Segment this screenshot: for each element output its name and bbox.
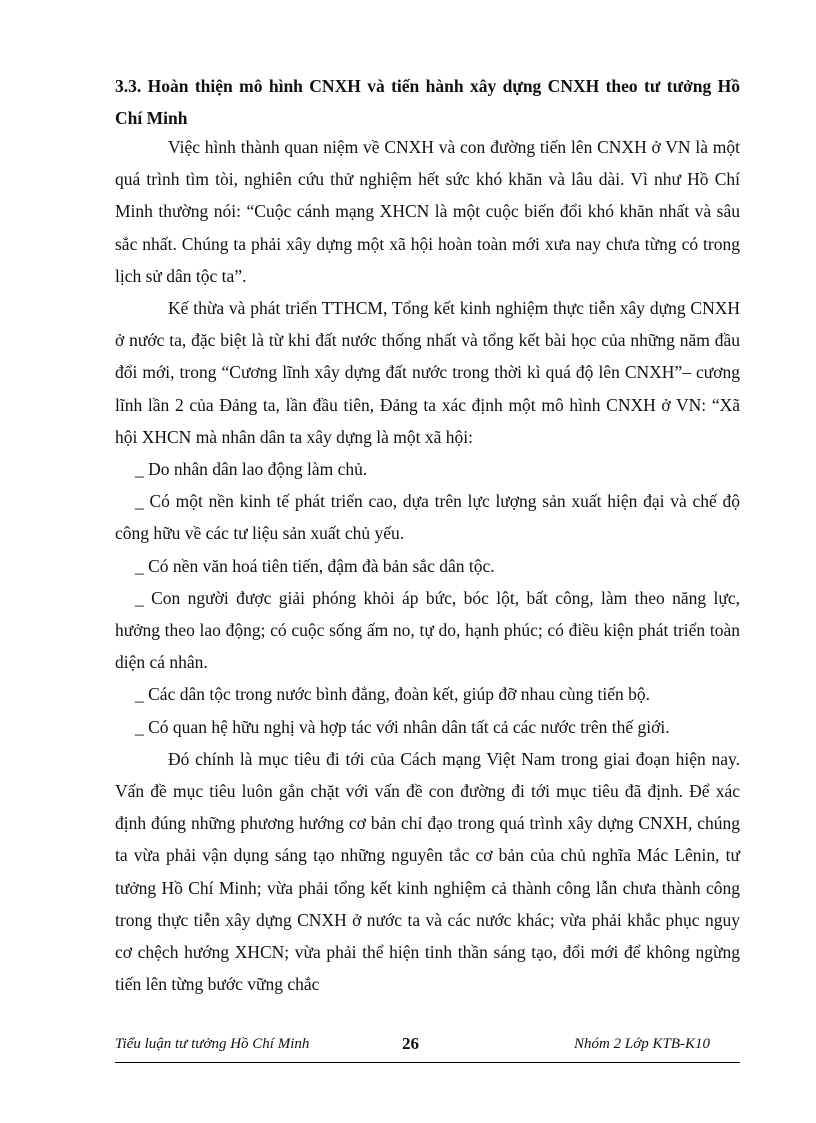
list-item: _ Có nền văn hoá tiên tiến, đậm đà bản sắc dân tộc. (135, 555, 495, 576)
footer-title: Tiểu luận tư tưởng Hồ Chí Minh (115, 1036, 310, 1052)
list-item: _ Có quan hệ hữu nghị và hợp tác với nhân dân tất cả các nước trên thế giới. (135, 716, 670, 737)
list-item: _ Do nhân dân lao động làm chủ. (135, 459, 368, 480)
page-number: 26 (402, 1034, 419, 1053)
list-item: _ Có một nền kinh tế phát triển cao, dựa trên lực lượng sản xuất hiện đại và chế độ công hữu về các tư liệu sản xuất chủ yếu. (115, 491, 740, 544)
section-heading: 3.3. Hoàn thiện mô hình CNXH và tiến hành xây dựng CNXH theo tư tưởng Hồ Chí Minh (115, 76, 740, 128)
list-item: _ Con người được giải phóng khỏi áp bức, bóc lột, bất công, làm theo năng lực, hưởng theo lao động; có cuộc sống ấm no, tự do, hạnh phúc; có điều kiện phát triển toàn diện cá nhân. (115, 587, 740, 673)
page-footer (115, 1034, 740, 1063)
footer-group: Nhóm 2 Lớp KTB-K10 (574, 1036, 710, 1052)
body-text (115, 131, 740, 1000)
paragraph-legacy: Kế thừa và phát triển TTHCM, Tổng kết kinh nghiệm thực tiễn xây dựng CNXH ở nước ta, đặc biệt là từ khi đất nước thống nhất và tổng kết bài học của những năm đầu đổi mới, trong “Cương lĩnh xây dựng đất nước trong thời kì quá độ lên CNXH”– cương lĩnh lần 2 của Đảng ta, lần đầu tiên, Đảng ta xác định một mô hình CNXH ở VN: “Xã hội XHCN mà nhân dân ta xây dựng là một xã hội: (115, 298, 740, 447)
paragraph-intro: Việc hình thành quan niệm về CNXH và con đường tiến lên CNXH ở VN là một quá trình tìm tòi, nghiên cứu thử nghiệm hết sức khó khăn và lâu dài. Vì như Hồ Chí Minh thường nói: “Cuộc cánh mạng XHCN là một cuộc biến đổi khó khăn nhất và sâu sắc nhất. Chúng ta phải xây dựng một xã hội hoàn toàn mới xưa nay chưa từng có trong lịch sử dân tộc ta”. (115, 137, 740, 286)
list-item: _ Các dân tộc trong nước bình đẳng, đoàn kết, giúp đỡ nhau cùng tiến bộ. (135, 684, 650, 705)
paragraph-closing: Đó chính là mục tiêu đi tới của Cách mạng Việt Nam trong giai đoạn hiện nay. Vấn đề mục tiêu luôn gắn chặt với vấn đề con đường đi tới mục tiêu đã định. Để xác định đúng những phương hướng cơ bản chỉ đạo trong quá trình xây dựng CNXH, chúng ta vừa phải vận dụng sáng tạo những nguyên tắc cơ bản của chủ nghĩa Mác Lênin, tư tưởng Hồ Chí Minh; vừa phải tổng kết kinh nghiệm cả thành công lẫn chưa thành công trong thực tiễn xây dựng CNXH ở nước ta và các nước khác; vừa phải khắc phục nguy cơ chệch hướng XHCN; vừa phải thể hiện tinh thần sáng tạo, đổi mới để không ngừng tiến lên từng bước vững chắc (115, 748, 740, 995)
